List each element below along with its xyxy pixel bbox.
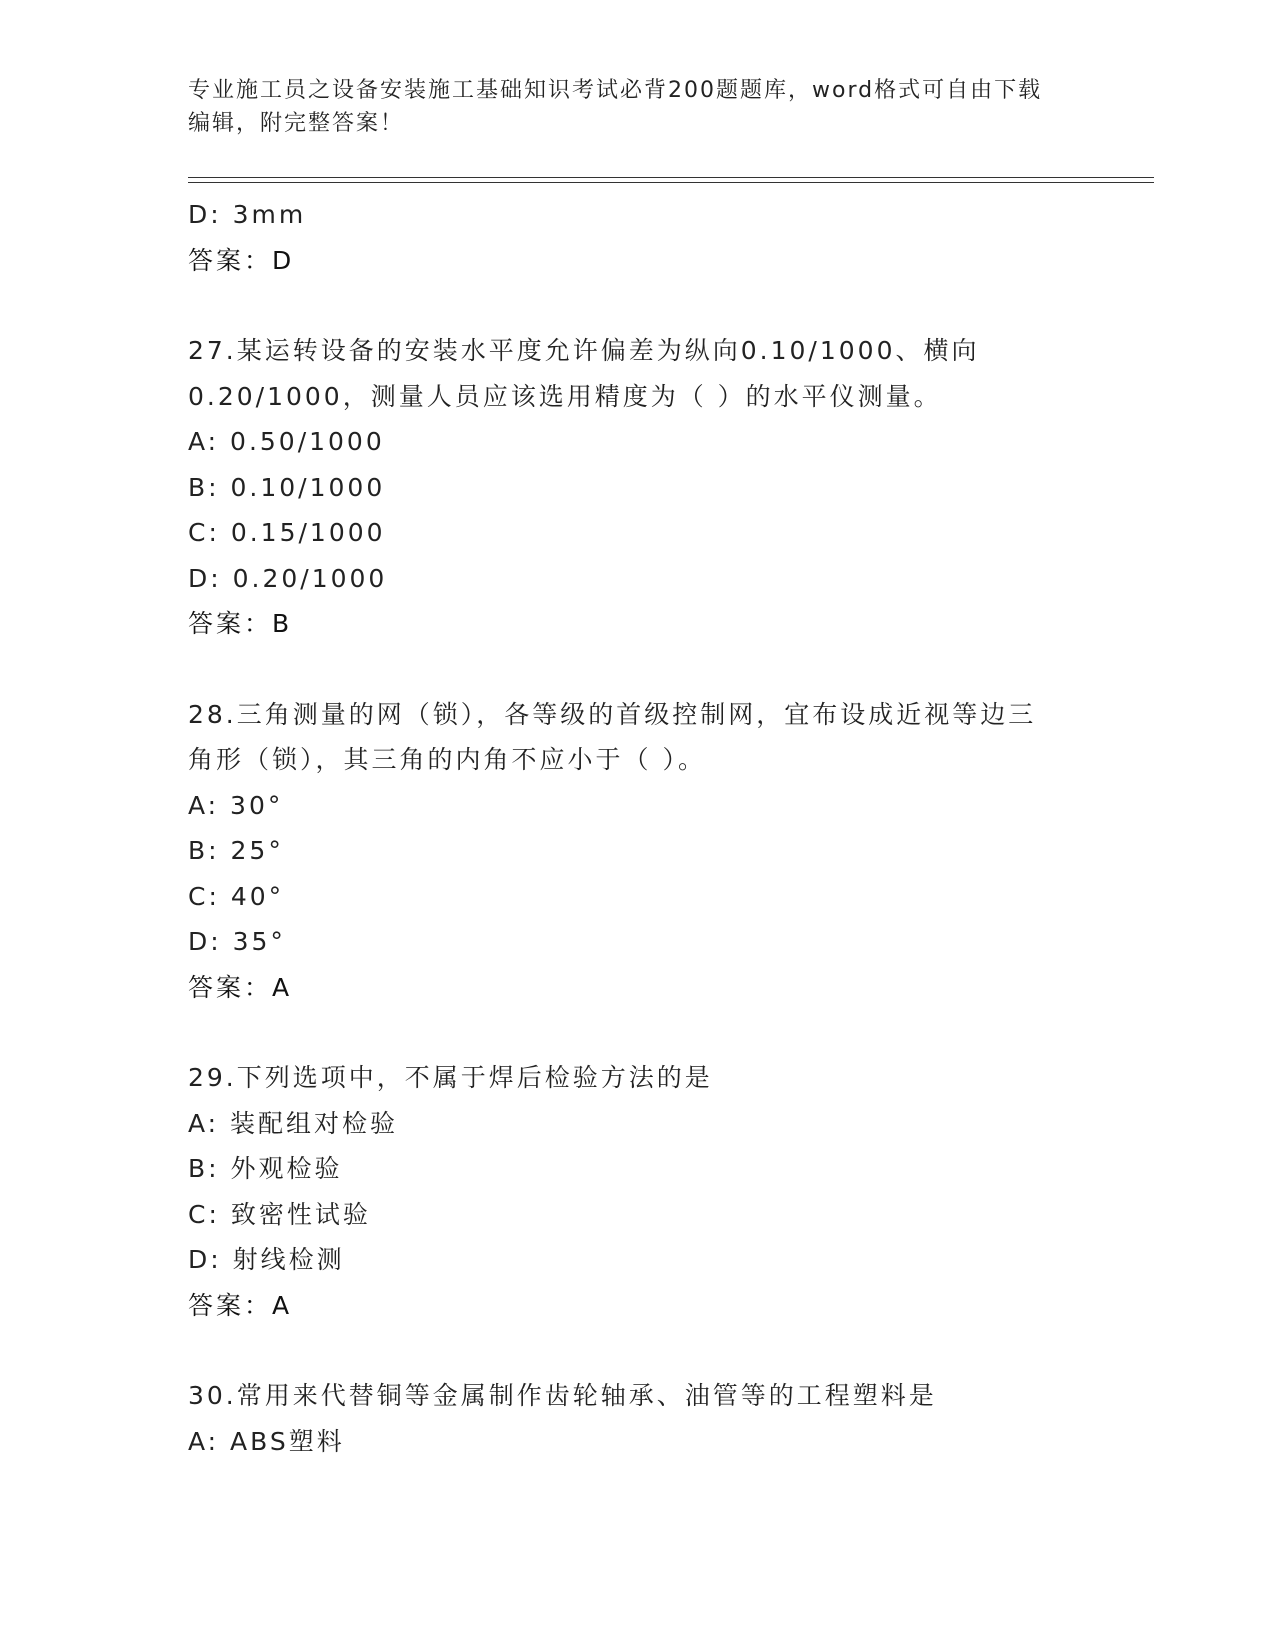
question-29 <box>188 1055 1088 1328</box>
question-28 <box>188 692 1088 1011</box>
answer: 答案：D <box>188 245 295 275</box>
option-b: B: 25° <box>188 836 284 865</box>
header-line-2: 编辑，附完整答案！ <box>188 111 405 136</box>
option-a: A: ABS塑料 <box>188 1426 345 1456</box>
option-c: C: 40° <box>188 881 285 911</box>
spacer <box>188 647 1088 692</box>
answer: 答案：B <box>188 609 293 638</box>
spacer <box>188 1328 1088 1373</box>
option-b: B: 0.10/1000 <box>188 472 386 502</box>
option-c: C: 0.15/1000 <box>188 518 386 547</box>
question-stem: 27.某运转设备的安装水平度允许偏差为纵向0.10/1000、横向 <box>188 336 980 365</box>
option-d: D: 0.20/1000 <box>188 563 388 593</box>
spacer <box>188 283 1088 328</box>
option-c: C: 致密性试验 <box>188 1199 371 1229</box>
option-a: A: 30° <box>188 790 284 820</box>
option-a: A: 0.50/1000 <box>188 427 385 456</box>
spacer <box>188 1010 1088 1055</box>
option-d: D: 35° <box>188 927 286 956</box>
option-d: D: 3mm <box>188 200 307 229</box>
option-a: A: 装配组对检验 <box>188 1108 399 1138</box>
question-stem: 30.常用来代替铜等金属制作齿轮轴承、油管等的工程塑料是 <box>188 1381 937 1410</box>
question-26-continued <box>188 192 1088 283</box>
question-stem: 0.20/1000，测量人员应该选用精度为（ ）的水平仪测量。 <box>188 381 942 411</box>
question-stem: 28.三角测量的网（锁），各等级的首级控制网，宜布设成近视等边三 <box>188 699 1037 729</box>
document-header <box>188 74 1088 140</box>
question-stem: 角形（锁），其三角的内角不应小于（ ）。 <box>188 745 706 774</box>
option-b: B: 外观检验 <box>188 1154 343 1183</box>
question-30 <box>188 1373 1088 1464</box>
question-list <box>188 192 1088 1464</box>
answer: 答案：A <box>188 1290 293 1320</box>
header-line-1: 专业施工员之设备安装施工基础知识考试必背200题题库，word格式可自由下载 <box>188 78 1043 103</box>
option-d: D: 射线检测 <box>188 1245 345 1274</box>
question-stem: 29.下列选项中，不属于焊后检验方法的是 <box>188 1063 713 1092</box>
answer: 答案：A <box>188 972 293 1002</box>
question-27 <box>188 328 1088 647</box>
header-divider <box>188 177 1154 183</box>
